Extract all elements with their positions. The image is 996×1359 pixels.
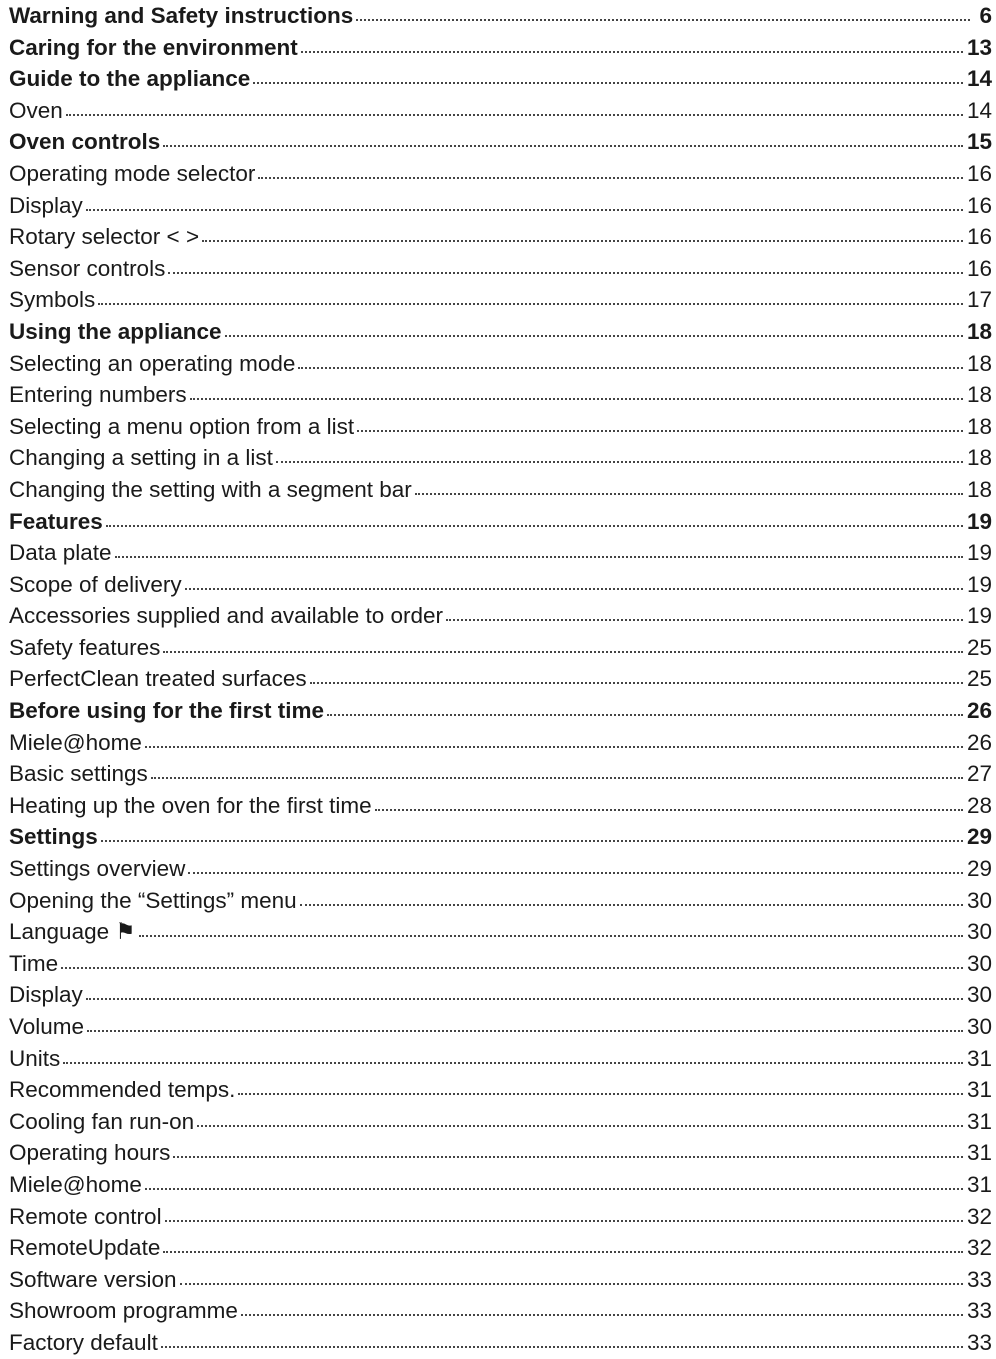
toc-entry-title: Guide to the appliance — [9, 66, 251, 92]
toc-page-number: 32 — [966, 1203, 992, 1229]
toc-entry-title: Data plate — [9, 540, 112, 566]
dot-leader — [300, 903, 963, 906]
toc-subsection-entry[interactable] — [9, 442, 992, 474]
toc-page-number: 33 — [966, 1329, 992, 1355]
toc-page-number: 30 — [966, 919, 992, 945]
toc-page-number: 19 — [966, 540, 992, 566]
toc-subsection-entry[interactable] — [9, 253, 992, 285]
toc-entry-title: Rotary selector < > — [9, 224, 200, 250]
dot-leader — [163, 650, 963, 653]
toc-section-entry[interactable] — [9, 126, 992, 158]
toc-entry-title: Display — [9, 982, 83, 1008]
toc-page-number: 27 — [966, 761, 992, 787]
toc-subsection-entry[interactable] — [9, 758, 992, 790]
toc-section-entry[interactable] — [9, 821, 992, 853]
toc-page-number: 18 — [966, 318, 992, 344]
toc-page-number: 31 — [966, 1077, 992, 1103]
dot-leader — [168, 271, 963, 274]
toc-page-number: 25 — [966, 634, 992, 660]
toc-page-number: 18 — [966, 350, 992, 376]
dot-leader — [98, 302, 963, 305]
toc-page-number: 17 — [966, 287, 992, 313]
dot-leader — [375, 808, 963, 811]
toc-page-number: 14 — [966, 66, 992, 92]
dot-leader — [185, 587, 963, 590]
toc-subsection-entry[interactable] — [9, 379, 992, 411]
toc-page-number: 16 — [966, 160, 992, 186]
toc-section-entry[interactable] — [9, 316, 992, 348]
toc-page-number: 33 — [966, 1298, 992, 1324]
toc-entry-title: Selecting an operating mode — [9, 350, 296, 376]
toc-entry-title: Oven controls — [9, 129, 161, 155]
toc-entry-title: Software version — [9, 1266, 177, 1292]
toc-page-number: 25 — [966, 666, 992, 692]
toc-page-number: 15 — [966, 129, 992, 155]
toc-page-number: 31 — [966, 1045, 992, 1071]
toc-subsection-entry[interactable] — [9, 853, 992, 885]
toc-page-number: 30 — [966, 887, 992, 913]
dot-leader — [225, 334, 963, 337]
toc-page-number: 16 — [966, 255, 992, 281]
toc-page-number: 30 — [966, 982, 992, 1008]
toc-subsection-entry[interactable] — [9, 569, 992, 601]
toc-subsection-entry[interactable] — [9, 600, 992, 632]
toc-entry-title: Before using for the first time — [9, 698, 325, 724]
dot-leader — [238, 1092, 963, 1095]
toc-subsection-entry[interactable] — [9, 1169, 992, 1201]
dot-leader — [106, 524, 963, 527]
toc-entry-title: Time — [9, 950, 59, 976]
toc-entry-title: Display — [9, 192, 83, 218]
toc-subsection-entry[interactable] — [9, 1232, 992, 1264]
toc-page-number: 31 — [966, 1171, 992, 1197]
toc-page-number: 29 — [966, 856, 992, 882]
toc-subsection-entry[interactable] — [9, 1264, 992, 1296]
toc-entry-title: Sensor controls — [9, 255, 166, 281]
dot-leader — [356, 18, 970, 21]
toc-subsection-entry[interactable] — [9, 1043, 992, 1075]
toc-subsection-entry[interactable] — [9, 885, 992, 917]
toc-subsection-entry[interactable] — [9, 284, 992, 316]
toc-section-entry[interactable] — [9, 63, 992, 95]
toc-subsection-entry[interactable] — [9, 663, 992, 695]
toc-entry-title: Selecting a menu option from a list — [9, 413, 355, 439]
toc-entry-title: Settings overview — [9, 856, 186, 882]
toc-entry-title: Scope of delivery — [9, 571, 182, 597]
dot-leader — [258, 176, 963, 179]
toc-entry-title: Features — [9, 508, 103, 534]
toc-entry-title: Changing the setting with a segment bar — [9, 476, 412, 502]
dot-leader — [61, 966, 963, 969]
dot-leader — [357, 429, 963, 432]
toc-page-number: 19 — [966, 508, 992, 534]
toc-subsection-entry[interactable] — [9, 1074, 992, 1106]
toc-entry-title: Cooling fan run-on — [9, 1108, 195, 1134]
toc-entry-title: Showroom programme — [9, 1298, 238, 1324]
toc-subsection-entry[interactable] — [9, 537, 992, 569]
dot-leader — [161, 1345, 963, 1348]
toc-section-entry[interactable] — [9, 695, 992, 727]
toc-page-number: 16 — [966, 192, 992, 218]
dot-leader — [145, 745, 963, 748]
dot-leader — [101, 839, 963, 842]
toc-subsection-entry[interactable] — [9, 190, 992, 222]
toc-page-number: 18 — [966, 382, 992, 408]
toc-subsection-entry[interactable] — [9, 1106, 992, 1138]
toc-entry-title: Units — [9, 1045, 61, 1071]
dot-leader — [66, 113, 963, 116]
dot-leader — [180, 1282, 963, 1285]
dot-leader — [190, 397, 963, 400]
toc-entry-title: Caring for the environment — [9, 34, 298, 60]
toc-entry-title: Settings — [9, 824, 98, 850]
dot-leader — [446, 618, 963, 621]
dot-leader — [86, 208, 963, 211]
dot-leader — [276, 460, 963, 463]
toc-page-number: 19 — [966, 571, 992, 597]
toc-page-number: 16 — [966, 224, 992, 250]
toc-entry-title: Language ⚑ — [9, 919, 136, 945]
toc-page-number: 31 — [966, 1108, 992, 1134]
toc-entry-title: Operating hours — [9, 1140, 171, 1166]
toc-page-number: 30 — [966, 1014, 992, 1039]
toc-page-number: 18 — [966, 445, 992, 471]
dot-leader — [165, 1219, 963, 1222]
toc-subsection-entry[interactable] — [9, 1295, 992, 1327]
toc-section-entry[interactable] — [9, 32, 992, 64]
dot-leader — [415, 492, 963, 495]
toc-page-number: 18 — [966, 413, 992, 439]
toc-entry-title: Factory default — [9, 1329, 158, 1355]
dot-leader — [241, 1313, 963, 1316]
toc-page-number: 30 — [966, 950, 992, 976]
dot-leader — [87, 1029, 963, 1032]
toc-section-entry[interactable] — [9, 506, 992, 538]
toc-page-number: 28 — [966, 792, 992, 818]
dot-leader — [151, 776, 963, 779]
toc-subsection-entry[interactable] — [9, 411, 992, 443]
toc-page-number: 14 — [966, 97, 992, 123]
toc-subsection-entry[interactable] — [9, 632, 992, 664]
toc-section-entry[interactable] — [9, 0, 992, 32]
dot-leader — [301, 50, 963, 53]
toc-subsection-entry[interactable] — [9, 158, 992, 190]
toc-entry-title: Recommended temps. — [9, 1077, 236, 1103]
toc-page-number: 31 — [966, 1140, 992, 1166]
toc-subsection-entry[interactable] — [9, 790, 992, 822]
toc-subsection-entry[interactable] — [9, 1011, 992, 1043]
toc-entry-title: Opening the “Settings” menu — [9, 887, 297, 913]
toc-entry-title: Entering numbers — [9, 382, 187, 408]
dot-leader — [298, 366, 963, 369]
toc-entry-title: Using the appliance — [9, 318, 222, 344]
toc-page-number: 19 — [966, 603, 992, 629]
toc-entry-title: Operating mode selector — [9, 160, 256, 186]
toc-entry-title: Miele@home — [9, 729, 142, 755]
dot-leader — [202, 239, 963, 242]
dot-leader — [197, 1124, 963, 1127]
dot-leader — [86, 997, 963, 1000]
dot-leader — [63, 1061, 963, 1064]
toc-subsection-entry[interactable] — [9, 727, 992, 759]
toc-entry-title: Remote control — [9, 1203, 162, 1229]
dot-leader — [145, 1187, 963, 1190]
toc-page-number: 13 — [966, 34, 992, 60]
toc-entry-title: RemoteUpdate — [9, 1235, 161, 1261]
toc-page-number: 26 — [966, 729, 992, 755]
dot-leader — [163, 1250, 963, 1253]
toc-entry-title: Warning and Safety instructions — [9, 3, 354, 28]
dot-leader — [163, 144, 963, 147]
dot-leader — [188, 871, 963, 874]
toc-page-number: 33 — [966, 1266, 992, 1292]
toc-page-number: 32 — [966, 1235, 992, 1261]
dot-leader — [327, 713, 963, 716]
toc-subsection-entry[interactable] — [9, 474, 992, 506]
toc-page-number: 6 — [979, 3, 992, 28]
toc-entry-title: PerfectClean treated surfaces — [9, 666, 307, 692]
toc-subsection-entry[interactable] — [9, 1201, 992, 1233]
toc-subsection-entry[interactable] — [9, 95, 992, 127]
toc-subsection-entry[interactable] — [9, 948, 992, 980]
dot-leader — [310, 681, 963, 684]
toc-page-number: 26 — [966, 698, 992, 724]
toc-entry-title: Symbols — [9, 287, 96, 313]
toc-entry-title: Oven — [9, 97, 63, 123]
toc-subsection-entry[interactable] — [9, 916, 992, 948]
dot-leader — [139, 934, 963, 937]
toc-entry-title: Basic settings — [9, 761, 148, 787]
dot-leader — [253, 81, 963, 84]
toc-page-number: 18 — [966, 476, 992, 502]
toc-subsection-entry[interactable] — [9, 1137, 992, 1169]
toc-entry-title: Heating up the oven for the first time — [9, 792, 372, 818]
toc-subsection-entry[interactable] — [9, 979, 992, 1011]
toc-entry-title: Safety features — [9, 634, 161, 660]
toc-subsection-entry[interactable] — [9, 348, 992, 380]
toc-entry-title: Accessories supplied and available to order — [9, 603, 444, 629]
toc-entry-title: Miele@home — [9, 1171, 142, 1197]
toc-page-number: 29 — [966, 824, 992, 850]
toc-entry-title: Changing a setting in a list — [9, 445, 273, 471]
dot-leader — [173, 1155, 963, 1158]
dot-leader — [115, 555, 963, 558]
toc-subsection-entry[interactable] — [9, 221, 992, 253]
toc-entry-title: Volume — [9, 1014, 85, 1039]
